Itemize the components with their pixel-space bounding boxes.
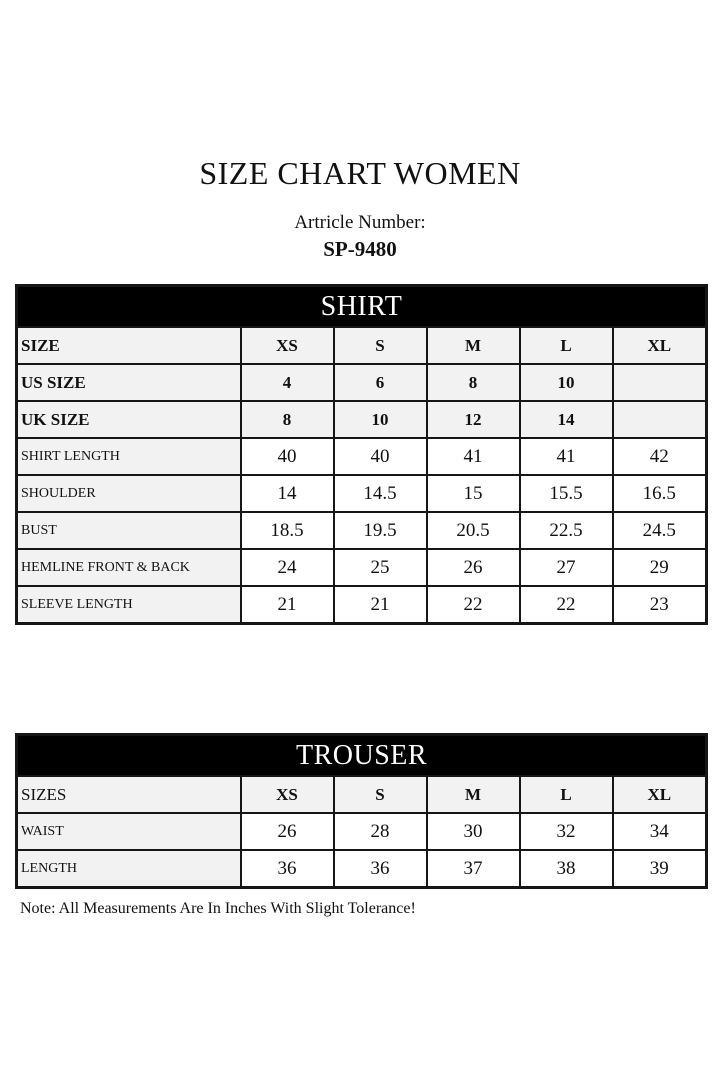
row-label: SIZE (17, 327, 241, 364)
cell-value: 12 (427, 401, 520, 438)
cell-value: 8 (427, 364, 520, 401)
cell-value: 23 (613, 586, 707, 624)
table-row (17, 776, 707, 813)
cell-value: 30 (427, 813, 520, 850)
cell-value: 40 (241, 438, 334, 475)
table-row (17, 475, 707, 512)
cell-value: XS (241, 776, 334, 813)
cell-value: 14 (241, 475, 334, 512)
cell-value: M (427, 327, 520, 364)
table-row (17, 401, 707, 438)
table-row (17, 512, 707, 549)
cell-value: 10 (334, 401, 427, 438)
row-label: US SIZE (17, 364, 241, 401)
cell-value: 20.5 (427, 512, 520, 549)
row-label: SLEEVE LENGTH (17, 586, 241, 624)
cell-value: 15.5 (520, 475, 613, 512)
table-header-row (17, 286, 707, 328)
cell-value: L (520, 327, 613, 364)
cell-value: 21 (334, 586, 427, 624)
cell-value: 19.5 (334, 512, 427, 549)
row-label: WAIST (17, 813, 241, 850)
cell-value: 40 (334, 438, 427, 475)
cell-value: 27 (520, 549, 613, 586)
cell-value: L (520, 776, 613, 813)
shirt-table (15, 284, 708, 625)
cell-value: 25 (334, 549, 427, 586)
cell-value: 16.5 (613, 475, 707, 512)
cell-value: 37 (427, 850, 520, 888)
cell-value: 24 (241, 549, 334, 586)
cell-value: 14 (520, 401, 613, 438)
trouser-table (15, 733, 708, 889)
cell-value: 36 (241, 850, 334, 888)
table-row (17, 364, 707, 401)
cell-value: 26 (427, 549, 520, 586)
cell-value: 8 (241, 401, 334, 438)
cell-value: 26 (241, 813, 334, 850)
cell-value: 41 (520, 438, 613, 475)
cell-value: 38 (520, 850, 613, 888)
cell-value: 32 (520, 813, 613, 850)
page-title: SIZE CHART WOMEN (199, 155, 521, 191)
cell-value: 36 (334, 850, 427, 888)
table-row (17, 549, 707, 586)
cell-value (613, 364, 707, 401)
table-row (17, 850, 707, 888)
article-number-value: SP-9480 (323, 237, 397, 261)
cell-value: 18.5 (241, 512, 334, 549)
row-label: LENGTH (17, 850, 241, 888)
shirt-table-header: SHIRT (17, 286, 707, 328)
cell-value (613, 401, 707, 438)
table-row (17, 586, 707, 624)
trouser-table-header: TROUSER (17, 735, 707, 777)
cell-value: 28 (334, 813, 427, 850)
trouser-table-container (15, 733, 705, 889)
row-label: BUST (17, 512, 241, 549)
cell-value: XL (613, 776, 707, 813)
cell-value: 14.5 (334, 475, 427, 512)
shirt-table-container (15, 284, 705, 625)
cell-value: M (427, 776, 520, 813)
measurements-note: Note: All Measurements Are In Inches With Slight Tolerance! (20, 900, 416, 917)
table-row (17, 438, 707, 475)
cell-value: 22.5 (520, 512, 613, 549)
cell-value: 22 (427, 586, 520, 624)
table-row (17, 327, 707, 364)
cell-value: 41 (427, 438, 520, 475)
cell-value: 34 (613, 813, 707, 850)
cell-value: 21 (241, 586, 334, 624)
table-row (17, 813, 707, 850)
cell-value: 42 (613, 438, 707, 475)
cell-value: 39 (613, 850, 707, 888)
row-label: UK SIZE (17, 401, 241, 438)
cell-value: 4 (241, 364, 334, 401)
cell-value: 22 (520, 586, 613, 624)
cell-value: 15 (427, 475, 520, 512)
article-number-label: Artricle Number: (294, 212, 426, 233)
cell-value: 10 (520, 364, 613, 401)
table-header-row (17, 735, 707, 777)
cell-value: 6 (334, 364, 427, 401)
row-label: HEMLINE FRONT & BACK (17, 549, 241, 586)
cell-value: XL (613, 327, 707, 364)
cell-value: 24.5 (613, 512, 707, 549)
cell-value: S (334, 327, 427, 364)
row-label: SIZES (17, 776, 241, 813)
cell-value: XS (241, 327, 334, 364)
row-label: SHOULDER (17, 475, 241, 512)
cell-value: S (334, 776, 427, 813)
cell-value: 29 (613, 549, 707, 586)
row-label: SHIRT LENGTH (17, 438, 241, 475)
